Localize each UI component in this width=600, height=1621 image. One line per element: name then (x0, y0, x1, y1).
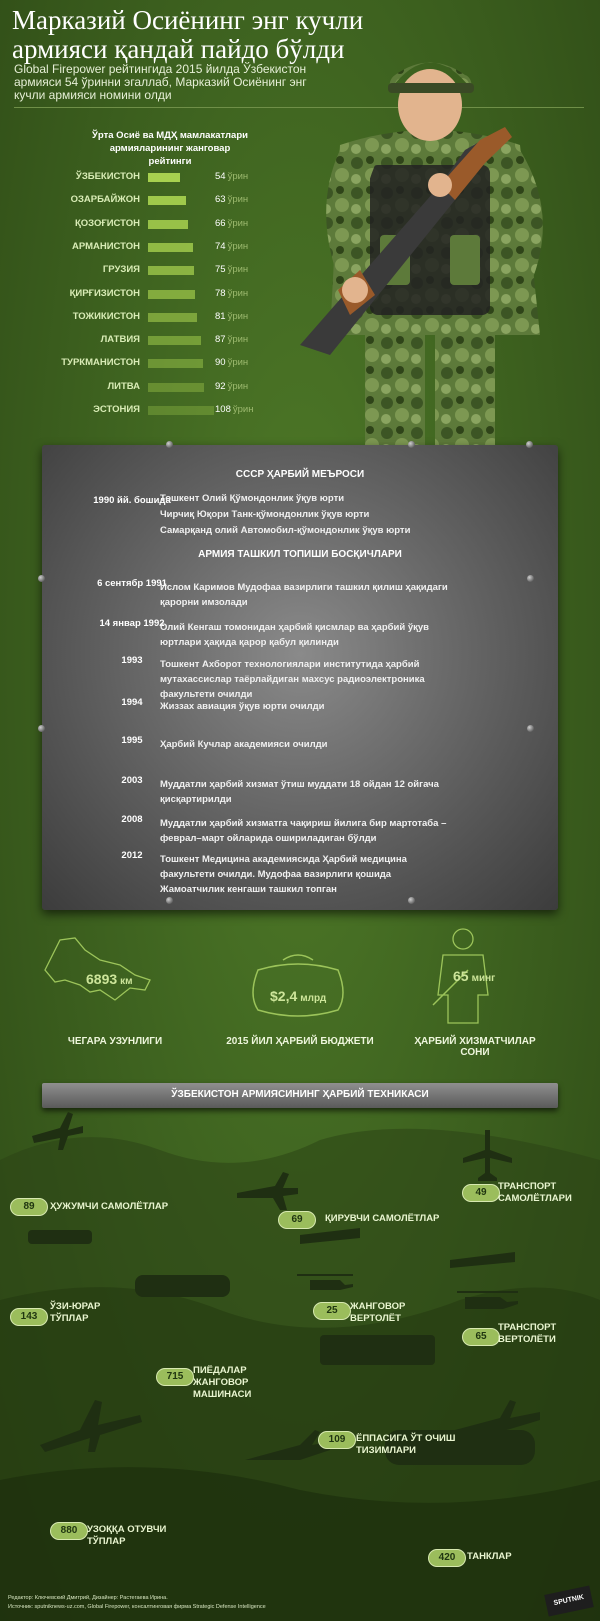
timeline-text: Олий Кенгаш томонидан ҳарбий қисмлар ва ҳарбий ўқув юртлари ҳақида қарор қабул қилинди (160, 622, 429, 648)
timeline-text: Ислом Каримов Мудофаа вазирлиги ташкил қилиш ҳақидаги қарорни имзолади (160, 582, 448, 608)
rating-unit: ўрин (227, 217, 249, 229)
rating-value: 66 ўрин (215, 217, 249, 229)
equipment-label: ТРАНСПОРТ САМОЛЁТЛАРИ (498, 1181, 572, 1204)
rating-value: 75 ўрин (215, 264, 249, 276)
rating-unit: ўрин (227, 310, 249, 322)
rating-value: 90 ўрин (215, 357, 249, 369)
bolt-icon (527, 725, 534, 732)
rating-unit: ўрин (227, 240, 249, 252)
attack-helicopter-icon (295, 1270, 355, 1295)
rating-unit: ўрин (227, 357, 249, 369)
timeline-date: 1994 (121, 697, 143, 708)
country-name: ОЗАРБАЙЖОН (70, 194, 140, 206)
rating-row (0, 168, 280, 188)
heritage-line: Чирчиқ Юқори Танк-қўмондонлик ўқув юрти (160, 509, 370, 520)
timeline-date: 1993 (121, 655, 143, 666)
rating-bar (148, 173, 180, 182)
fighter-aircraft-icon (235, 1168, 300, 1213)
timeline-text: Жиззах авиация ўқув юрти очилди (160, 701, 325, 712)
rating-bar (148, 196, 186, 205)
country-name: АРМАНИСТОН (72, 240, 140, 252)
wallet-icon (248, 950, 348, 1020)
bolt-icon (408, 897, 415, 904)
rating-bar (148, 359, 203, 368)
rating-bar (148, 313, 197, 322)
timeline-text: Тошкент Ахборот технологиялари институтида ҳарбий мутахассислар таёрлайдиган махсус радиоэлектроника факультети очилди (160, 659, 425, 700)
border-length-value: 6893 км (86, 971, 133, 987)
bolt-icon (38, 575, 45, 582)
rating-row (0, 354, 280, 374)
bolt-icon (166, 897, 173, 904)
country-name: ТОЖИКИСТОН (72, 310, 140, 322)
page-title: Марказий Осиёнинг энг кучли армияси қандай пайдо бўлди (12, 5, 364, 64)
budget-value: $2,4 млрд (270, 988, 327, 1004)
attack-aircraft-icon (30, 1108, 85, 1153)
intro-text: Global Firepower рейтингида 2015 йилда Ўзбекистон армияси 54 ўринни эгаллаб, Марказий Осиёнинг энг кучли армияси номини олди (14, 62, 307, 102)
timeline-text: Тошкент Медицина академиясида Ҳарбий медицина факультети очилди. Мудофаа вазирлиги қошида Жамоатчилик кенгаши ташкил топган (160, 854, 407, 895)
timeline-date: 14 январ 1992 (99, 618, 165, 629)
personnel-value: 65 минг (453, 968, 496, 984)
equipment-count: 49 (462, 1184, 500, 1202)
border-length-label: ЧЕГАРА УЗУНЛИГИ (67, 1036, 163, 1047)
rating-value: 54 ўрин (215, 171, 249, 182)
timeline-text: Муддатли ҳарбий хизмат ўтиш муддати 18 ойдан 12 ойгача қисқартирилди (160, 779, 439, 805)
uzbekistan-map-icon (40, 930, 160, 1010)
timeline-date: 6 сентябр 1991 (97, 578, 167, 589)
equipment-count: 715 (156, 1368, 194, 1386)
rating-bar (148, 336, 201, 345)
bolt-icon (38, 725, 45, 732)
timeline-date: 2003 (121, 775, 143, 786)
budget-label: 2015 ЙИЛ ҲАРБИЙ БЮДЖЕТИ (226, 1036, 374, 1047)
equipment-title: ЎЗБЕКИСТОН АРМИЯСИНИНГ ҲАРБИЙ ТЕХНИКАСИ (171, 1089, 429, 1100)
rating-row (0, 238, 280, 258)
heritage-line: Тошкент Олий Қўмондонлик ўқув юрти (160, 493, 345, 504)
equipment-label: ҚИРУВЧИ САМОЛЁТЛАР (325, 1213, 440, 1224)
rating-value: 108 ўрин (215, 404, 254, 415)
rating-value: 92 ўрин (215, 380, 249, 392)
equipment-label: ПИЁДАЛАР ЖАНГОВОР МАШИНАСИ (193, 1365, 252, 1400)
rating-row (0, 191, 280, 211)
timeline-date: 2012 (121, 850, 143, 861)
source-line: Источник: sputniknews-uz.com, Global Firepower, консалтинговая фирма Strategic Defense Intelligence (8, 1604, 266, 1610)
equipment-count: 65 (462, 1328, 500, 1346)
equipment-label: ЁППАСИГА ЎТ ОЧИШ ТИЗИМЛАРИ (356, 1433, 456, 1456)
rating-unit: ўрин (232, 404, 254, 415)
credits-line: Редактор: Ключевский Дмитрий, Дизайнер: Растегаева Ирина. (8, 1595, 168, 1601)
soldier-illustration (290, 35, 600, 445)
rating-value: 87 ўрин (215, 334, 249, 346)
country-name: ЛИТВА (107, 380, 140, 392)
equipment-label: ЎЗИ-ЮРАР ТЎПЛАР (50, 1301, 101, 1324)
rating-bar (148, 243, 193, 252)
rating-row (0, 215, 280, 235)
history-panel (42, 445, 558, 910)
equipment-count: 109 (318, 1431, 356, 1449)
timeline-date: 1995 (121, 735, 143, 746)
equipment-count: 420 (428, 1549, 466, 1567)
rating-unit: ўрин (227, 287, 249, 299)
bolt-icon (408, 441, 415, 448)
equipment-label: ТАНКЛАР (467, 1551, 512, 1562)
rating-row (0, 261, 280, 281)
rating-row (0, 378, 280, 398)
equipment-count: 25 (313, 1302, 351, 1320)
rating-title: Ўрта Осиё ва МДҲ мамлакатлари армияларининг жанговар рейтинги (92, 130, 248, 167)
rating-bar (148, 383, 204, 392)
rating-unit: ўрин (227, 264, 249, 276)
timeline-text: Муддатли ҳарбий хизматга чақириш йилига бир мартотаба – феврал–март ойларида ошириладиган бўлди (160, 818, 447, 844)
country-name: ҚИРҒИЗИСТОН (69, 287, 140, 299)
timeline-text: Ҳарбий Кучлар академияси очилди (160, 739, 328, 750)
equipment-count: 880 (50, 1522, 88, 1540)
rating-bar (148, 266, 194, 275)
bolt-icon (526, 441, 533, 448)
country-name: ТУРКМАНИСТОН (61, 357, 140, 369)
rating-unit: ўрин (227, 171, 249, 182)
equipment-label: ҲУЖУМЧИ САМОЛЁТЛАР (50, 1201, 169, 1212)
country-name: ГРУЗИЯ (102, 264, 140, 276)
country-name: ЭСТОНИЯ (93, 404, 140, 415)
country-name: ҚОЗОҒИСТОН (74, 217, 140, 229)
rating-bar (148, 220, 188, 229)
rating-value: 81 ўрин (215, 310, 249, 322)
personnel-label: ҲАРБИЙ ХИЗМАТЧИЛАР СОНИ (414, 1036, 536, 1058)
heritage-year: 1990 йй. бошида (93, 495, 171, 506)
rating-row (0, 308, 280, 328)
rating-row (0, 285, 280, 305)
equipment-count: 69 (278, 1211, 316, 1229)
equipment-label: ТРАНСПОРТ ВЕРТОЛЁТИ (498, 1322, 557, 1345)
timeline-date: 2008 (121, 814, 143, 825)
rating-bar (148, 290, 195, 299)
timeline-title: АРМИЯ ТАШКИЛ ТОПИШИ БОСҚИЧЛАРИ (198, 549, 402, 560)
country-name: ЎЗБЕКИСТОН (75, 171, 140, 182)
equipment-label: УЗОҚҚА ОТУВЧИ ТЎПЛАР (87, 1524, 167, 1547)
rating-unit: ўрин (227, 334, 249, 346)
rating-unit: ўрин (227, 380, 249, 392)
rating-value: 63 ўрин (215, 194, 249, 206)
transport-aircraft-icon (460, 1128, 515, 1183)
rating-row (0, 401, 280, 421)
rating-unit: ўрин (227, 194, 249, 206)
bolt-icon (527, 575, 534, 582)
equipment-count: 89 (10, 1198, 48, 1216)
equipment-count: 143 (10, 1308, 48, 1326)
rating-value: 74 ўрин (215, 240, 249, 252)
rating-row (0, 331, 280, 351)
brand-logo: SPUTNIK (544, 1585, 594, 1616)
heritage-line: Самарқанд олий Автомобил-қўмондонлик ўқув юрти (160, 525, 411, 536)
transport-helicopter-icon (455, 1287, 520, 1317)
country-name: ЛАТВИЯ (100, 334, 140, 346)
equipment-label: ЖАНГОВОР ВЕРТОЛЁТ (350, 1301, 406, 1324)
bolt-icon (166, 441, 173, 448)
rating-bar (148, 406, 214, 415)
rating-value: 78 ўрин (215, 287, 249, 299)
heritage-title: СССР ҲАРБИЙ МЕЪРОСИ (235, 469, 365, 480)
